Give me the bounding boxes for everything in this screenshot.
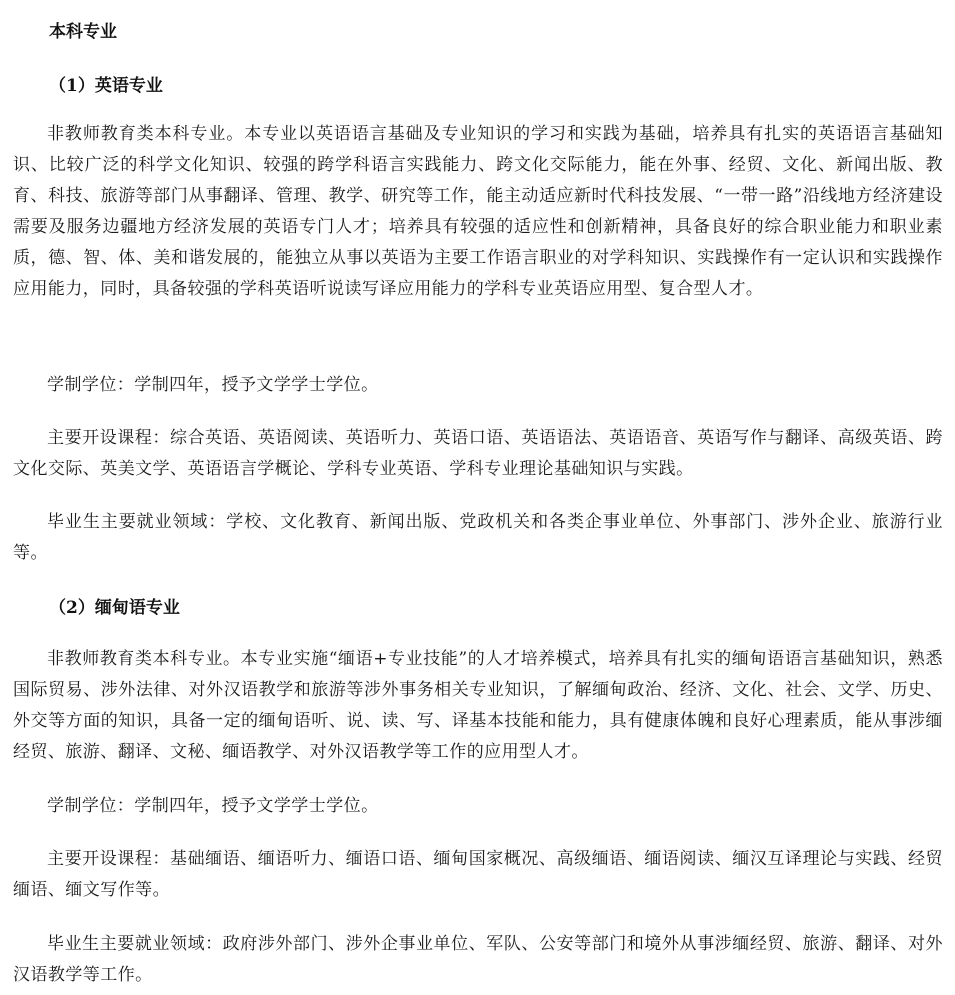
section-burmese-courses: 主要开设课程：基础缅语、缅语听力、缅语口语、缅甸国家概况、高级缅语、缅语阅读、缅汉互译理论与实践、经贸缅语、缅文写作等。: [13, 849, 943, 900]
document-title: 本科专业: [49, 22, 117, 42]
section-english-degree: 学制学位：学制四年，授予文学学士学位。: [47, 375, 379, 395]
section-burmese-employment: 毕业生主要就业领域：政府涉外部门、涉外企事业单位、军队、公安等部门和境外从事涉缅经贸、旅游、翻译、对外汉语教学等工作。: [13, 934, 943, 985]
section-heading-burmese: （2）缅甸语专业: [49, 598, 180, 618]
section-english-intro: 非教师教育类本科专业。本专业以英语语言基础及专业知识的学习和实践为基础，培养具有扎实的英语语言基础知识、比较广泛的科学文化知识、较强的跨学科语言实践能力、跨文化交际能力，能在外事、经贸、文化、新闻出版、教育、科技、旅游等部门从事翻译、管理、教学、研究等工作，能主动适应新时代科技发展、“一带一路”沿线地方经济建设需要及服务边疆地方经济发展的英语专门人才；培养具有较强的适应性和创新精神，具备良好的综合职业能力和职业素质，德、智、体、美和谐发展的，能独立从事以英语为主要工作语言职业的对学科知识、实践操作有一定认识和实践操作应用能力，同时，具备较强的学科英语听说读写译应用能力的学科专业英语应用型、复合型人才。: [13, 124, 943, 299]
section-heading-english: （1）英语专业: [49, 76, 163, 96]
section-english-courses: 主要开设课程：综合英语、英语阅读、英语听力、英语口语、英语语法、英语语音、英语写作与翻译、高级英语、跨文化交际、英美文学、英语语言学概论、学科专业英语、学科专业理论基础知识与实践。: [13, 428, 943, 479]
section-english-employment: 毕业生主要就业领域：学校、文化教育、新闻出版、党政机关和各类企事业单位、外事部门、涉外企业、旅游行业等。: [13, 512, 943, 563]
section-burmese-intro: 非教师教育类本科专业。本专业实施“缅语+专业技能”的人才培养模式，培养具有扎实的缅甸语语言基础知识，熟悉国际贸易、涉外法律、对外汉语教学和旅游等涉外事务相关专业知识，了解缅甸政治、经济、文化、社会、文学、历史、外交等方面的知识，具备一定的缅甸语听、说、读、写、译基本技能和能力，具有健康体魄和良好心理素质，能从事涉缅经贸、旅游、翻译、文秘、缅语教学、对外汉语教学等工作的应用型人才。: [13, 649, 943, 762]
section-burmese-degree: 学制学位：学制四年，授予文学学士学位。: [47, 796, 379, 816]
